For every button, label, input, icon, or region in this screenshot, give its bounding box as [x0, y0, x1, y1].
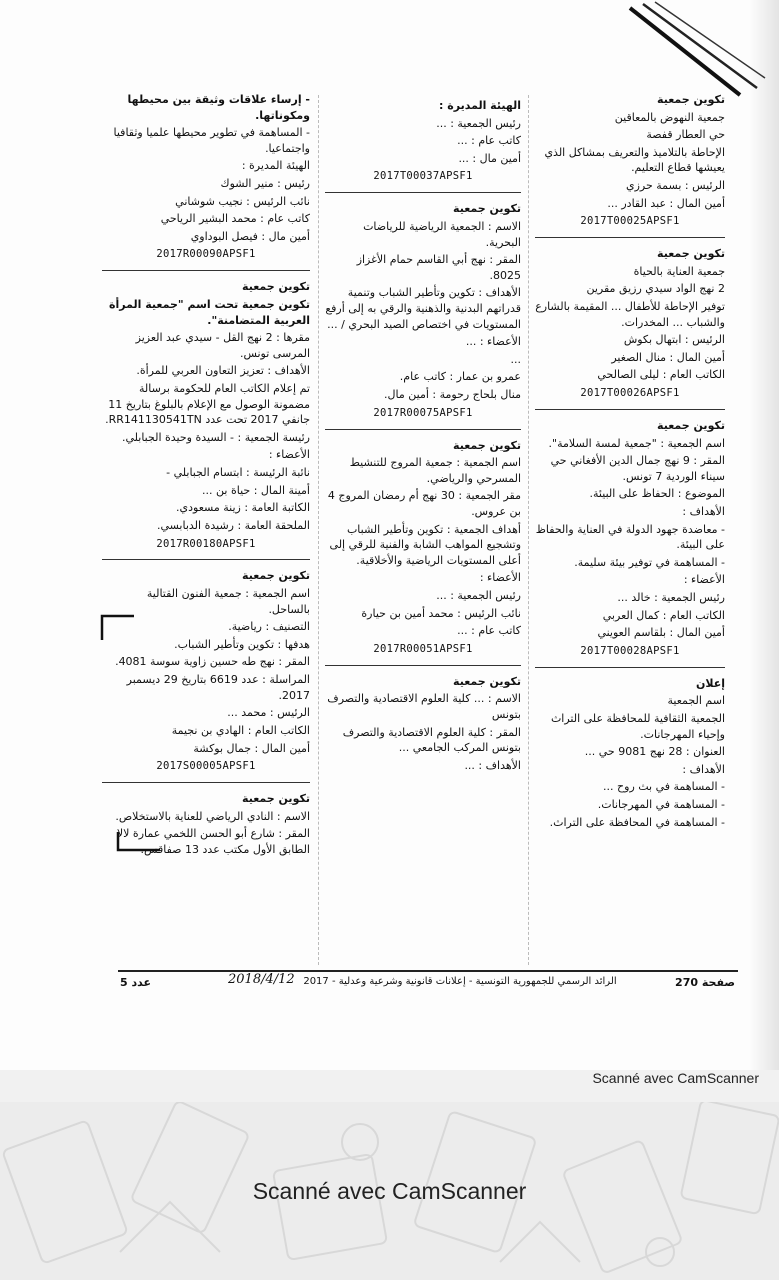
block-line: الأعضاء : — [268, 448, 310, 462]
block-line: توفير الإحاطة للأطفال ... المقيمة بالشارع والشباب ... المخدرات. — [535, 300, 725, 329]
block-line: الأهداف : — [682, 505, 725, 518]
block-heading: تكوين جمعية — [657, 247, 725, 261]
block-line: منال بلحاج رحومة : أمين مال. — [384, 388, 521, 402]
announcement-block — [325, 674, 521, 774]
block-line: الرئيس : محمد ... — [227, 706, 310, 720]
block-line: نائب الرئيس : نجيب شوشاني — [175, 194, 310, 208]
block-line: الرئيس : بسمة حرزي — [626, 179, 725, 193]
left-column — [102, 92, 310, 859]
block-heading: تكوين جمعية — [453, 438, 521, 452]
block-line: العنوان : 28 نهج 9081 حي ... — [584, 745, 725, 759]
block-line: رئيس الجمعية : ... — [436, 116, 521, 130]
block-line: الاسم : ... كلية العلوم الاقتصادية والتصرف بتونس — [327, 692, 521, 721]
middle-column — [325, 98, 521, 775]
block-line: نائبة الرئيسة : ابتسام الجبابلي - — [166, 466, 310, 480]
block-line: أمين المال : بلقاسم العويني — [597, 626, 725, 640]
block-separator — [102, 782, 310, 783]
block-line: مقرها : 2 نهج القل - سيدي عبد العزيز المرسى تونس. — [135, 331, 310, 360]
block-line: الكاتب العام : ليلى الصالحي — [597, 368, 725, 382]
block-line: الموضوع : الحفاظ على البيئة. — [589, 487, 725, 501]
block-line: ... — [510, 352, 521, 366]
reference-code: 2017R00180APSF1 — [156, 537, 256, 550]
block-line: الاسم : الجمعية الرياضية للرياضات البحرية. — [363, 219, 521, 249]
block-separator — [102, 559, 310, 560]
block-line: المراسلة : عدد 6619 بتاريخ 29 ديسمبر 2017. — [126, 673, 310, 702]
block-line: - المساهمة في المحافظة على التراث. — [549, 815, 725, 829]
block-line: المقر : نهج طه حسين زاوية سوسة 4081. — [115, 655, 310, 669]
announcement-block — [325, 438, 521, 666]
block-line: الجمعية الثقافية للمحافظة على التراث وإحياء المهرجانات. — [550, 712, 725, 741]
block-line: - المساهمة في بث روح ... — [603, 780, 725, 794]
block-line: نائب الرئيس : محمد أمين بن حيارة — [361, 606, 521, 620]
reference-code: 2017S00005APSF1 — [156, 760, 256, 773]
reference-code: 2017T00037APSF1 — [373, 170, 473, 183]
block-line: اسم الجمعية : جمعية الفنون القتالية بالساحل. — [146, 587, 310, 616]
block-heading: إعلان — [695, 676, 725, 690]
reference-code: 2017R00051APSF1 — [373, 642, 473, 655]
block-line: أمين مال : فيصل البوداوي — [190, 229, 310, 243]
block-line: رئيس الجمعية : ... — [436, 589, 521, 603]
block-line: الرئيس : ابتهال بكوش — [623, 333, 725, 347]
block-separator — [535, 667, 725, 668]
reference-code: 2017R00075APSF1 — [373, 406, 473, 419]
reference-code: 2017T00025APSF1 — [580, 215, 680, 228]
block-line: مقر الجمعية : 30 نهج أم رمضان المروج 4 بن عروس. — [327, 489, 521, 518]
block-line: 2 نهج الواد سيدي رزيق مقرين — [586, 282, 725, 296]
block-line: حي العطار قفصة — [646, 128, 725, 142]
block-line: الأهداف : تعزيز التعاون العربي للمرأة. — [136, 364, 310, 378]
block-line: الأعضاء : ... — [465, 335, 521, 349]
block-line: الأعضاء : — [683, 573, 725, 587]
block-line: تم إعلام الكاتب العام للحكومة برسالة مضمونة الوصول مع الإعلام بالبلوغ بتاريخ 11 جانفي 2017 تحت عدد RR141130541TN. — [105, 382, 310, 427]
block-heading: تكوين جمعية — [453, 202, 521, 216]
announcement-block — [325, 201, 521, 429]
block-line: الملحقة العامة : رشيدة الدبابسي. — [156, 518, 310, 532]
block-heading: - إرساء علاقات وثيقة بين محيطها ومكوناتها. — [127, 93, 310, 122]
block-line: المقر : نهج أبي القاسم حمام الأغزاز 8025. — [356, 253, 521, 282]
column-divider — [318, 95, 319, 965]
block-heading: تكوين جمعية — [453, 674, 521, 688]
announcement-block — [535, 246, 725, 410]
block-line: الإحاطة بالتلاميذ والتعريف بمشاكل الذي يعيشها قطاع التعليم. — [544, 145, 725, 175]
block-line: كاتب عام : محمد البشير الرياحي — [160, 212, 310, 226]
footer-rule — [118, 970, 738, 972]
block-separator — [325, 429, 521, 430]
block-line: رئيس الجمعية : خالد ... — [617, 591, 725, 605]
block-heading: تكوين جمعية — [657, 418, 725, 432]
block-line: أمين مال : ... — [458, 151, 521, 165]
block-line: الكاتبة العامة : زينة مسعودي. — [176, 501, 310, 515]
block-line: - المساهمة في تطوير محيطها علميا وثقافيا واجتماعيا. — [113, 126, 310, 155]
block-heading: تكوين جمعية — [242, 280, 310, 294]
block-line: عمرو بن عمار : كاتب عام. — [399, 370, 521, 384]
block-separator — [535, 237, 725, 238]
camscanner-caption: Scanné avec CamScanner — [252, 1178, 527, 1204]
reference-code: 2017T00026APSF1 — [580, 387, 680, 400]
block-heading: الهيئة المديرة : — [439, 99, 521, 112]
block-line: أمين المال : عبد القادر ... — [607, 196, 725, 210]
announcement-block — [535, 676, 725, 830]
block-line: أمين المال : جمال بوكشة — [193, 741, 310, 755]
block-separator — [325, 192, 521, 193]
hand-bracket-top — [98, 612, 138, 642]
block-line: الهيئة المديرة : — [241, 159, 310, 173]
block-line: رئيس : منير الشوك — [220, 177, 310, 191]
page-number: صفحة 270 — [675, 976, 735, 989]
announcement-block — [535, 92, 725, 238]
block-line: الاسم : النادي الرياضي للعناية بالاستخلاص. — [115, 809, 310, 823]
issue-number: عدد 5 — [120, 976, 151, 989]
block-line: كاتب عام : ... — [457, 134, 521, 148]
block-separator — [535, 409, 725, 410]
block-line: الأعضاء : — [479, 571, 521, 585]
reference-code: 2017R00090APSF1 — [156, 248, 256, 261]
block-heading: تكوين جمعية — [242, 569, 310, 583]
block-line: الأهداف : — [682, 762, 725, 776]
page-edge-shadow — [749, 0, 779, 1070]
block-line: - المساهمة في المهرجانات. — [597, 798, 725, 812]
block-line: كاتب عام : ... — [457, 624, 521, 638]
announcement-block — [325, 98, 521, 193]
announcement-block — [102, 279, 310, 560]
block-heading: تكوين جمعية — [657, 93, 725, 106]
block-line: - معاضدة جهود الدولة في العناية والحفاظ على البيئة. — [535, 522, 725, 552]
block-line: الكاتب العام : الهادي بن نجيمة — [171, 723, 310, 737]
block-line: المقر : شارع أبو الحسن اللخمي عمارة لالا الطابق الأول مكتب عدد 13 صفاقس. — [116, 827, 310, 856]
column-divider — [528, 95, 529, 965]
block-heading: تكوين جمعية — [242, 792, 310, 806]
block-line: اسم الجمعية — [667, 694, 725, 708]
block-line: هدفها : تكوين وتأطير الشباب. — [174, 637, 310, 651]
block-line: - المساهمة في توفير بيئة سليمة. — [574, 555, 725, 569]
block-line: تكوين جمعية تحت اسم "جمعية المرأة العربية المتضامنة". — [109, 298, 310, 327]
announcement-block — [102, 568, 310, 783]
block-separator — [325, 665, 521, 666]
announcement-block — [102, 92, 310, 271]
footer-title: الرائد الرسمي للجمهورية التونسية - إعلانات قانونية وشرعية وعدلية - 2017 — [303, 976, 617, 987]
block-line: أهداف الجمعية : تكوين وتأطير الشباب وتشجيع المواهب الشابة والفنية للرقي إلى أعلى المستويات الرياضية والأخلاقية. — [329, 522, 521, 567]
reference-code: 2017T00028APSF1 — [580, 644, 680, 657]
block-line: الكاتب العام : كمال العربي — [602, 608, 725, 622]
hand-bracket-bottom — [114, 830, 164, 856]
right-column — [535, 92, 725, 832]
block-line: اسم الجمعية : "جمعية لمسة السلامة". — [548, 436, 725, 450]
block-line: الأهداف : ... — [464, 758, 521, 772]
block-line: أمين المال : منال الصغير — [611, 350, 725, 364]
block-line: اسم الجمعية : جمعية المروج للتنشيط المسرحي والرياضي. — [349, 456, 521, 485]
block-separator — [102, 270, 310, 271]
block-line: المقر : 9 نهج جمال الدين الأفغاني حي سيناء الوردية 7 تونس. — [550, 454, 725, 483]
block-line: أمينة المال : حياة بن ... — [202, 483, 310, 497]
block-line: المقر : كلية العلوم الاقتصادية والتصرف بتونس المركب الجامعي ... — [342, 725, 521, 755]
handwritten-date: 2018/4/12 — [228, 972, 295, 987]
announcement-block — [535, 418, 725, 668]
block-line: الأهداف : تكوين وتأطير الشباب وتنمية قدراتهم البدنية والذهنية والرقي به إلى أرفع المستويات في اختصاص الصيد البحري / ... — [325, 286, 521, 331]
block-line: جمعية العناية بالحياة — [633, 264, 725, 278]
block-line: التصنيف : رياضية. — [228, 620, 310, 634]
camscanner-watermark: Scanné avec CamScanner — [592, 1070, 759, 1086]
block-line: جمعية النهوض بالمعاقين — [614, 110, 725, 124]
block-line: رئيسة الجمعية : - السيدة وحيدة الجبابلي. — [121, 430, 310, 444]
